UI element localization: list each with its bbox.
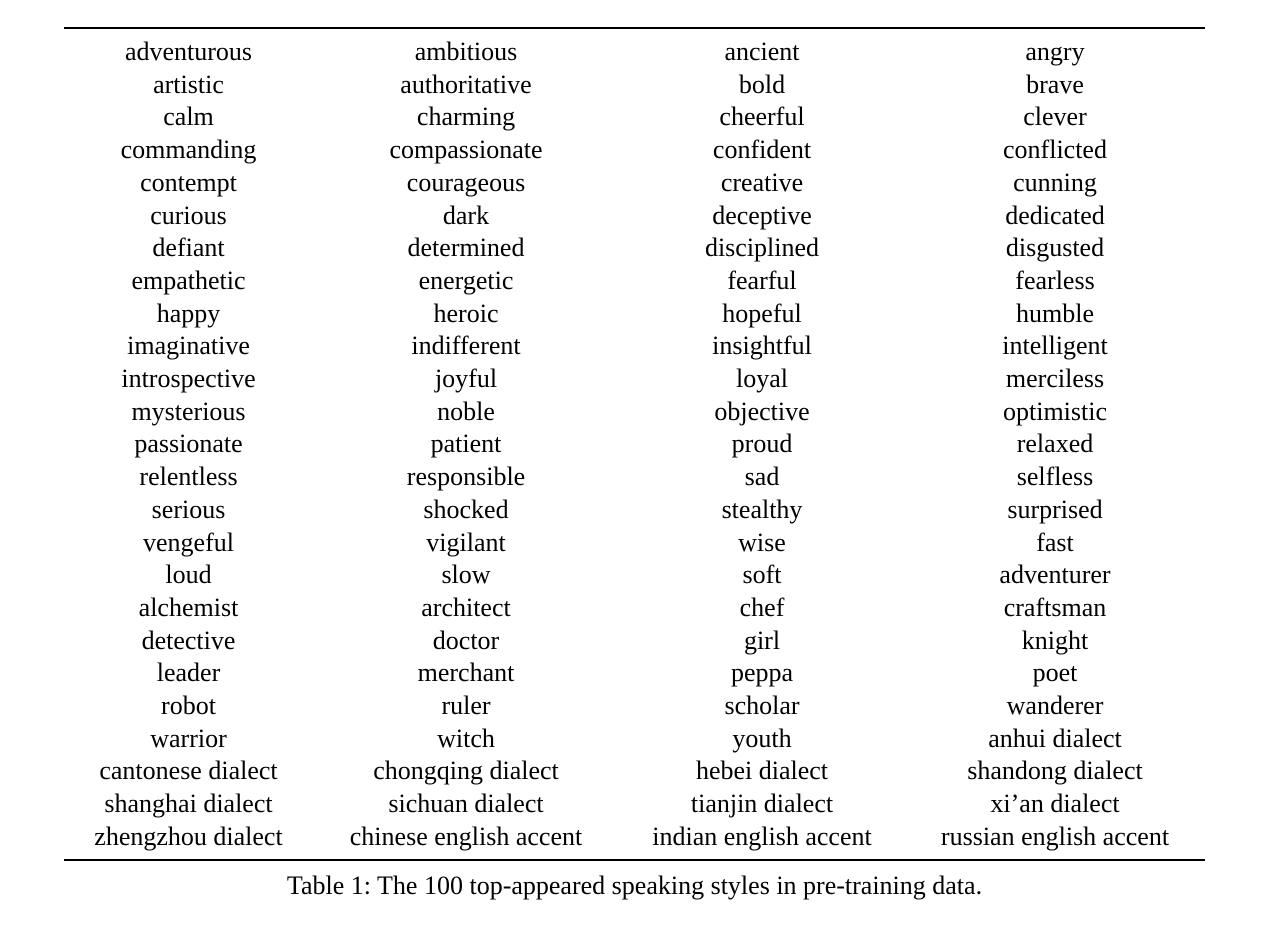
table-cell: confident <box>712 135 812 165</box>
table-cell: relaxed <box>1016 429 1094 459</box>
table-body <box>64 36 1205 854</box>
table-cell: authoritative <box>400 69 532 99</box>
table-cell: dark <box>442 200 490 230</box>
styles-table <box>64 27 1205 861</box>
table-cell: serious <box>151 494 226 524</box>
table-cell: disgusted <box>1005 233 1105 263</box>
table-cell: cunning <box>1013 167 1097 197</box>
table-cell: disciplined <box>704 233 820 263</box>
table-cell: adventurer <box>999 560 1111 590</box>
table-cell: vigilant <box>426 527 506 557</box>
table-cell: courageous <box>406 167 526 197</box>
table-row <box>64 788 1205 821</box>
table-cell: objective <box>714 396 810 426</box>
table-cell: indian english accent <box>652 821 872 851</box>
table-cell: responsible <box>406 462 526 492</box>
table-cell: russian english accent <box>940 821 1170 851</box>
table-cell: dedicated <box>1005 200 1105 230</box>
table-cell: witch <box>437 723 495 753</box>
table-cell: indifferent <box>411 331 521 361</box>
table-cell: creative <box>720 167 804 197</box>
table-cell: clever <box>1023 102 1087 132</box>
table-cell: bold <box>738 69 786 99</box>
table-caption: Table 1: The 100 top-appeared speaking styles in pre-training data. <box>286 871 983 900</box>
table-cell: joyful <box>434 364 498 394</box>
table-cell: charming <box>416 102 516 132</box>
table-cell: ambitious <box>414 37 518 66</box>
table-cell: chinese english accent <box>349 821 583 851</box>
table-row <box>64 134 1205 167</box>
table-cell: soft <box>742 560 782 590</box>
table-cell: cantonese dialect <box>99 756 278 786</box>
table-cell: youth <box>732 723 792 753</box>
table-cell: shanghai dialect <box>104 789 273 819</box>
table-row <box>64 36 1205 69</box>
table-cell: defiant <box>152 233 225 263</box>
table-row <box>64 101 1205 134</box>
table-cell: commanding <box>120 135 257 165</box>
table-row <box>64 592 1205 625</box>
table-cell: craftsman <box>1003 592 1107 622</box>
table-row <box>64 527 1205 560</box>
table-cell: brave <box>1026 69 1084 99</box>
table-cell: introspective <box>121 364 256 394</box>
table-cell: anhui dialect <box>988 723 1122 753</box>
table-cell: stealthy <box>721 494 803 524</box>
table-cell: surprised <box>1007 494 1103 524</box>
table-cell: determined <box>407 233 525 263</box>
table-cell: detective <box>141 625 236 655</box>
table-row <box>64 265 1205 298</box>
table-row <box>64 723 1205 756</box>
table-cell: fearless <box>1015 265 1095 295</box>
table-cell: deceptive <box>712 200 812 230</box>
table-cell: conflicted <box>1003 135 1107 165</box>
table-row <box>64 657 1205 690</box>
table-cell: ancient <box>724 37 800 66</box>
table-cell: proud <box>731 429 793 459</box>
table-row <box>64 461 1205 494</box>
table-row <box>64 298 1205 331</box>
table-cell: chongqing dialect <box>373 756 559 786</box>
bottom-rule <box>64 859 1205 861</box>
table-row <box>64 232 1205 265</box>
table-row <box>64 330 1205 363</box>
table-row <box>64 69 1205 102</box>
table-row <box>64 559 1205 592</box>
table-cell: chef <box>739 592 785 622</box>
table-cell: insightful <box>712 331 812 361</box>
table-row <box>64 494 1205 527</box>
table-cell: energetic <box>418 265 514 295</box>
table-cell: fast <box>1036 527 1074 557</box>
table-cell: humble <box>1016 298 1094 328</box>
table-cell: empathetic <box>131 265 246 295</box>
table-cell: girl <box>743 625 781 655</box>
table-cell: intelligent <box>1002 331 1108 361</box>
table-row <box>64 167 1205 200</box>
table-row <box>64 821 1205 854</box>
table-cell: patient <box>430 429 502 459</box>
top-rule <box>64 27 1205 29</box>
table-row <box>64 755 1205 788</box>
table-cell: scholar <box>724 691 800 721</box>
table-cell: robot <box>161 691 216 721</box>
table-cell: artistic <box>153 69 224 99</box>
table-cell: happy <box>156 298 221 328</box>
table-row <box>64 690 1205 723</box>
table-cell: knight <box>1021 625 1089 655</box>
table-cell: loyal <box>736 364 788 394</box>
table-cell: doctor <box>432 625 500 655</box>
table-cell: shocked <box>423 494 509 524</box>
table-cell: tianjin dialect <box>690 789 834 819</box>
table-cell: heroic <box>433 298 499 328</box>
table-cell: cheerful <box>719 102 805 132</box>
table-cell: vengeful <box>143 527 234 557</box>
table-cell: sad <box>744 462 780 492</box>
table-cell: wise <box>738 527 786 557</box>
table-cell: merciless <box>1005 364 1105 394</box>
table-cell: ruler <box>441 691 491 721</box>
table-cell: xi’an dialect <box>990 789 1120 819</box>
table-cell: noble <box>437 396 495 426</box>
table-cell: adventurous <box>124 37 253 66</box>
table-row <box>64 428 1205 461</box>
table-cell: calm <box>163 102 214 132</box>
table-cell: angry <box>1025 37 1085 66</box>
table-cell: contempt <box>140 167 237 197</box>
table-row <box>64 200 1205 233</box>
table-cell: peppa <box>730 658 794 688</box>
table-cell: imaginative <box>127 331 250 361</box>
table-cell: passionate <box>134 429 243 459</box>
table-cell: fearful <box>727 265 797 295</box>
table-cell: optimistic <box>1003 396 1107 426</box>
table-cell: relentless <box>139 462 238 492</box>
table-cell: selfless <box>1016 462 1094 492</box>
table-cell: compassionate <box>389 135 543 165</box>
table-cell: warrior <box>150 723 227 753</box>
table-row <box>64 363 1205 396</box>
table-cell: hebei dialect <box>695 756 829 786</box>
table-row <box>64 396 1205 429</box>
table-cell: architect <box>421 592 511 622</box>
table-cell: curious <box>150 200 227 230</box>
table-row <box>64 625 1205 658</box>
table-cell: mysterious <box>131 396 246 426</box>
styles-grid <box>64 36 1205 854</box>
table-cell: slow <box>441 560 491 590</box>
table-cell: loud <box>165 560 212 590</box>
table-cell: sichuan dialect <box>388 789 544 819</box>
table-cell: leader <box>156 658 221 688</box>
table-cell: poet <box>1032 658 1078 688</box>
table-cell: alchemist <box>138 592 239 622</box>
table-cell: merchant <box>417 658 515 688</box>
table-cell: shandong dialect <box>967 756 1143 786</box>
table-cell: hopeful <box>722 298 802 328</box>
table-cell: zhengzhou dialect <box>94 821 283 851</box>
table-cell: wanderer <box>1006 691 1104 721</box>
